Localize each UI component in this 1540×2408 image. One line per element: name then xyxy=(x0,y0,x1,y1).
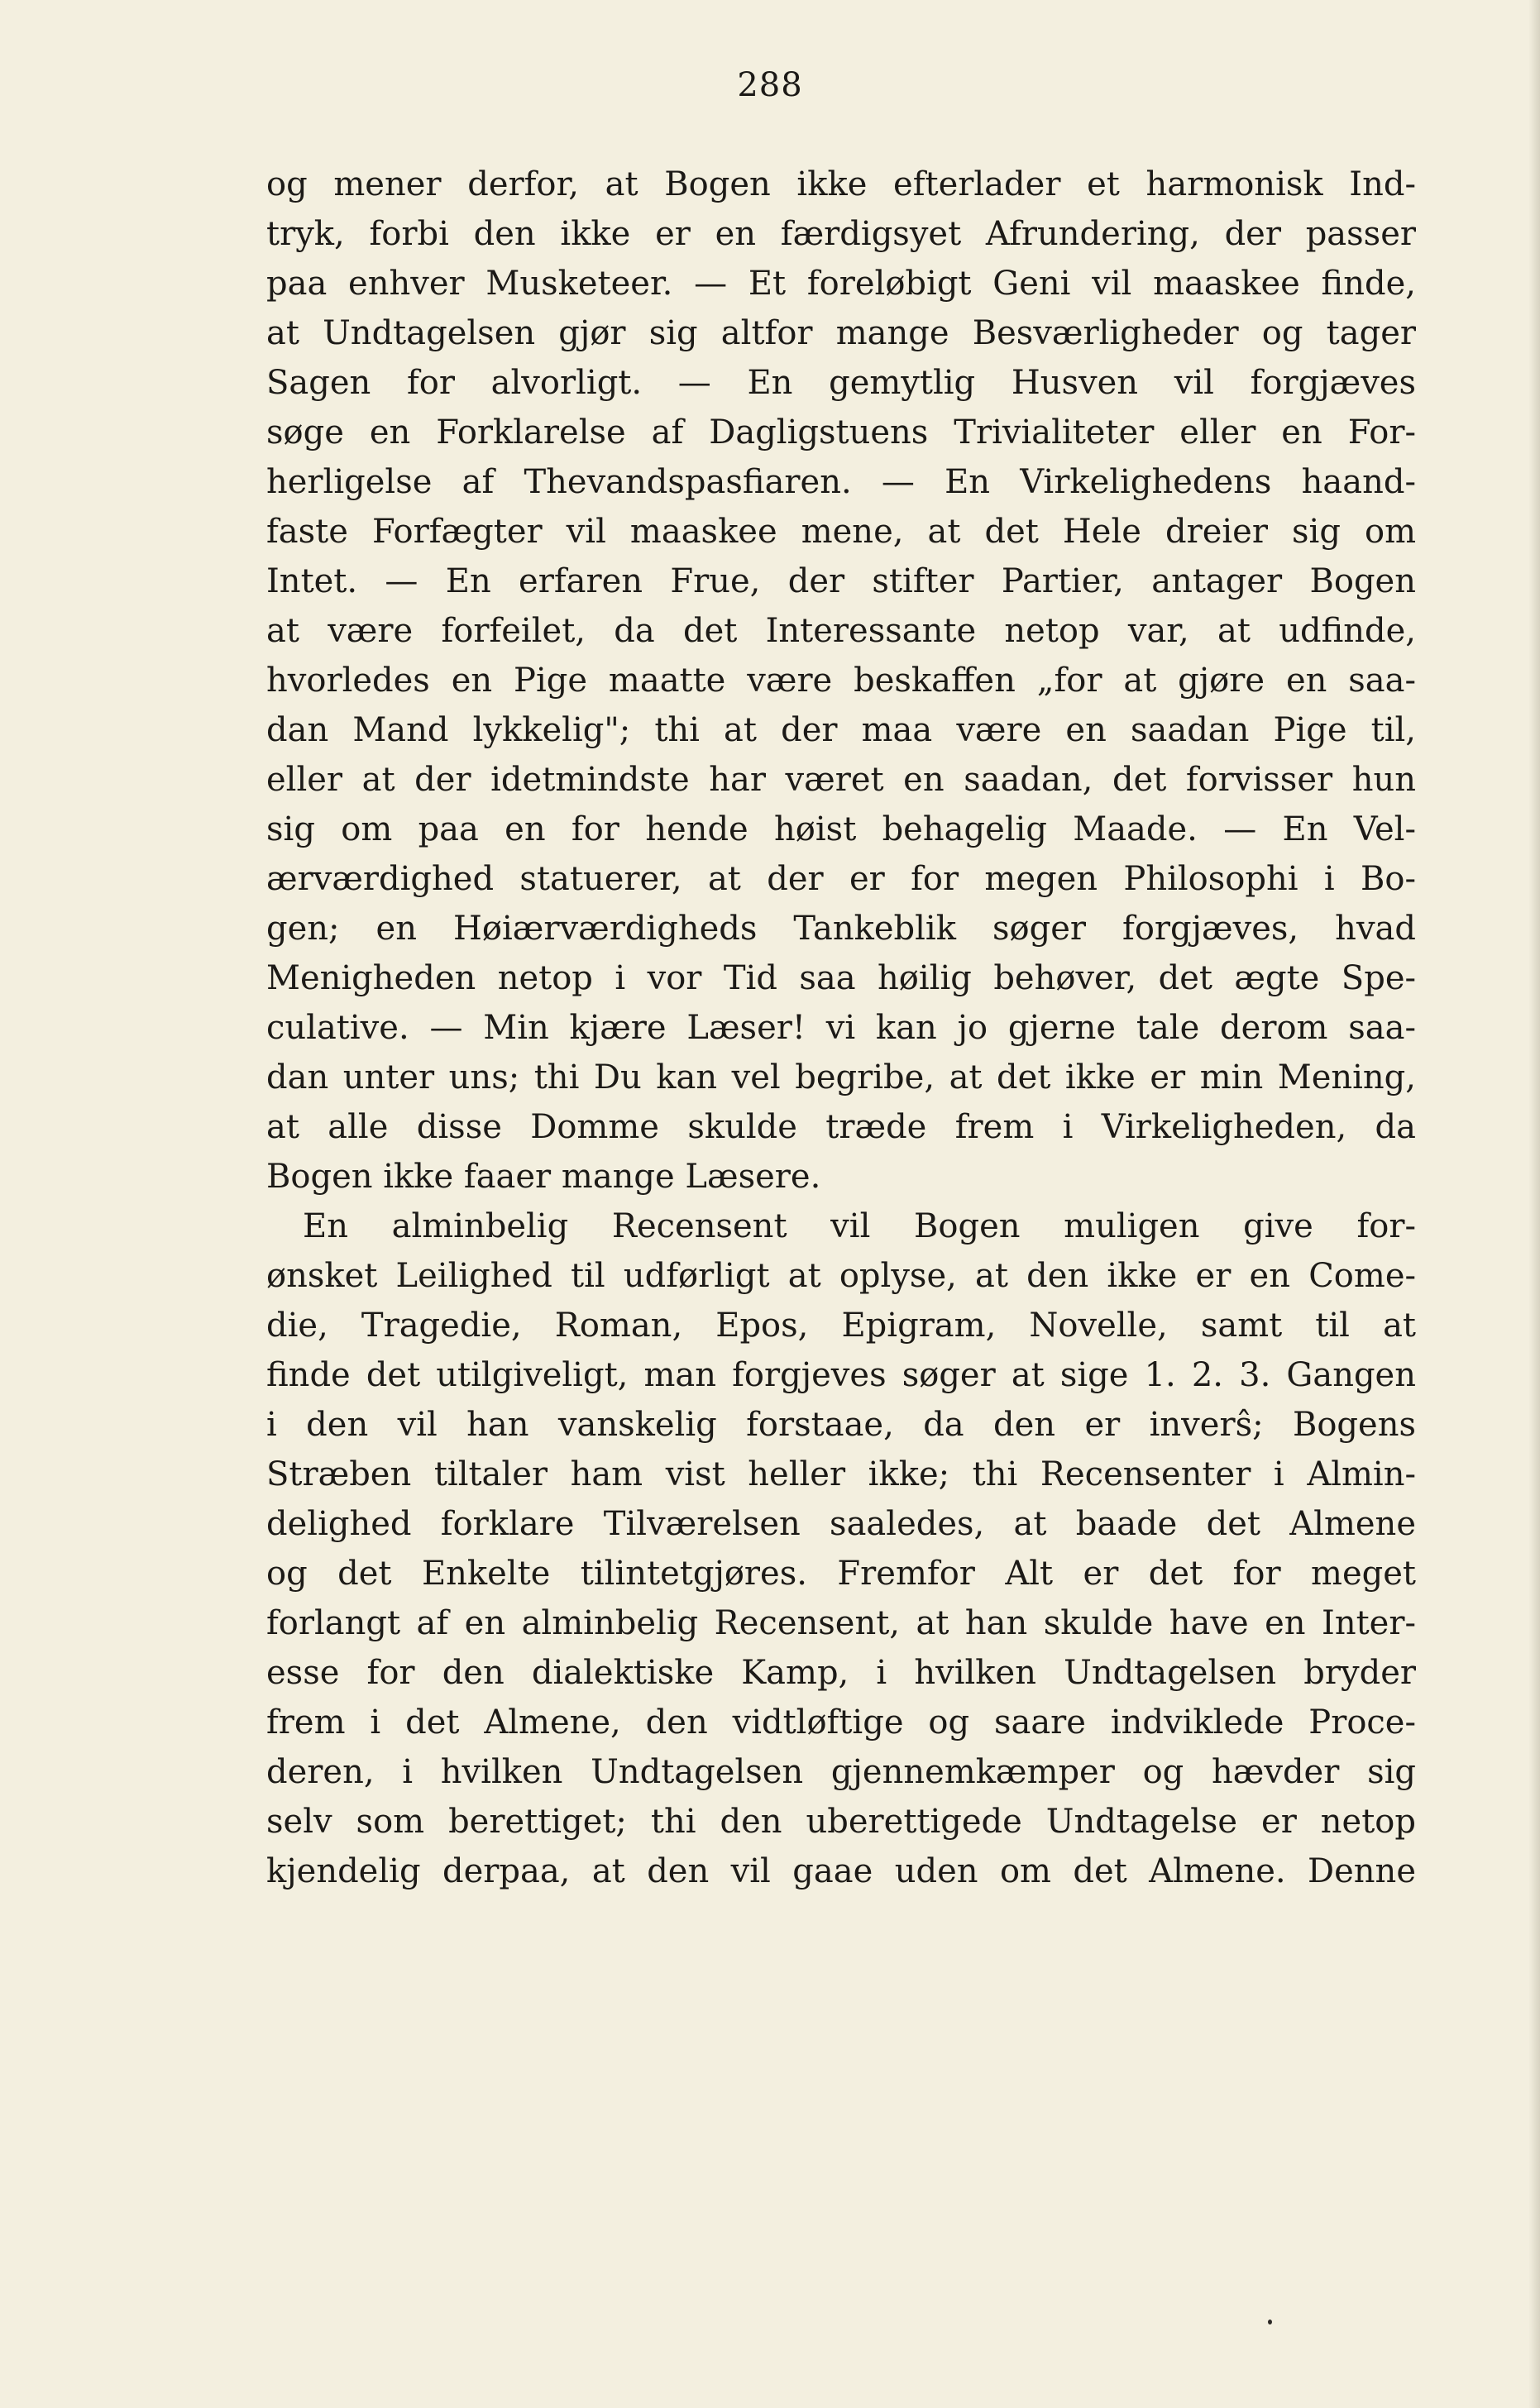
text-line: ærværdighed statuerer, at der er for megen Philosophi i Bo- xyxy=(266,860,1416,898)
text-line: og det Enkelte tilintetgjøres. Fremfor Alt er det for meget xyxy=(266,1555,1416,1593)
text-line: finde det utilgiveligt, man forgjeves søger at sige 1. 2. 3. Gangen xyxy=(266,1356,1416,1394)
paragraph-start-line: En alminbelig Recensent vil Bogen muligen give for- xyxy=(303,1207,1416,1245)
text-line: dan Mand lykkelig"; thi at der maa være en saadan Pige til, xyxy=(266,711,1416,749)
text-line: og mener derfor, at Bogen ikke efterlader et harmonisk Ind- xyxy=(266,165,1416,203)
text-line: culative. — Min kjære Læser! vi kan jo gjerne tale derom saa- xyxy=(266,1009,1416,1047)
text-line: paa enhver Musketeer. — Et foreløbigt Geni vil maaskee finde, xyxy=(266,265,1416,303)
paragraph-end-line: Bogen ikke faaer mange Læsere. xyxy=(266,1158,821,1196)
body-text xyxy=(266,160,1416,1896)
page-edge-shadow xyxy=(1528,0,1540,2408)
page-number: 288 xyxy=(737,66,803,104)
text-line: selv som berettiget; thi den uberettigede Undtagelse er netop xyxy=(266,1803,1416,1841)
text-line: kjendelig derpaa, at den vil gaae uden om det Almene. Denne xyxy=(266,1852,1416,1890)
text-line: eller at der idetmindste har været en saadan, det forvisser hun xyxy=(266,761,1416,799)
text-line: ønsket Leilighed til udførligt at oplyse, at den ikke er en Come- xyxy=(266,1257,1416,1295)
text-line: i den vil han vanskelig forstaae, da den er inverŝ; Bogens xyxy=(266,1406,1416,1444)
text-line: faste Forfægter vil maaskee mene, at det Hele dreier sig om xyxy=(266,513,1416,551)
text-line: Sagen for alvorligt. — En gemytlig Husven vil forgjæves xyxy=(266,364,1416,402)
text-line: dan unter uns; thi Du kan vel begribe, at det ikke er min Mening, xyxy=(266,1058,1416,1096)
text-line: Intet. — En erfaren Frue, der stifter Partier, antager Bogen xyxy=(266,562,1416,600)
text-line: Menigheden netop i vor Tid saa høilig behøver, det ægte Spe- xyxy=(266,959,1416,997)
text-line: at alle disse Domme skulde træde frem i Virkeligheden, da xyxy=(266,1108,1416,1146)
text-line: Stræben tiltaler ham vist heller ikke; thi Recensenter i Almin- xyxy=(266,1455,1416,1493)
ink-speck xyxy=(1268,2320,1272,2324)
text-line: herligelse af Thevandspasfiaren. — En Virkelighedens haand- xyxy=(266,463,1416,501)
text-line: esse for den dialektiske Kamp, i hvilken Undtagelsen bryder xyxy=(266,1654,1416,1692)
text-line: tryk, forbi den ikke er en færdigsyet Afrundering, der passer xyxy=(266,215,1416,253)
text-line: at Undtagelsen gjør sig altfor mange Besværligheder og tager xyxy=(266,314,1416,352)
text-line: die, Tragedie, Roman, Epos, Epigram, Novelle, samt til at xyxy=(266,1307,1416,1345)
text-line: frem i det Almene, den vidtløftige og saare indviklede Proce- xyxy=(266,1703,1416,1742)
text-line: delighed forklare Tilværelsen saaledes, at baade det Almene xyxy=(266,1505,1416,1543)
text-line: forlangt af en alminbelig Recensent, at han skulde have en Inter- xyxy=(266,1604,1416,1642)
text-line: gen; en Høiærværdigheds Tankeblik søger forgjæves, hvad xyxy=(266,910,1416,948)
text-line: hvorledes en Pige maatte være beskaffen „for at gjøre en saa- xyxy=(266,662,1416,700)
text-line: at være forfeilet, da det Interessante netop var, at udfinde, xyxy=(266,612,1416,650)
text-line: sig om paa en for hende høist behagelig Maade. — En Vel- xyxy=(266,810,1416,848)
text-line: søge en Forklarelse af Dagligstuens Trivialiteter eller en For- xyxy=(266,413,1416,452)
text-line: deren, i hvilken Undtagelsen gjennemkæmper og hævder sig xyxy=(266,1753,1416,1791)
